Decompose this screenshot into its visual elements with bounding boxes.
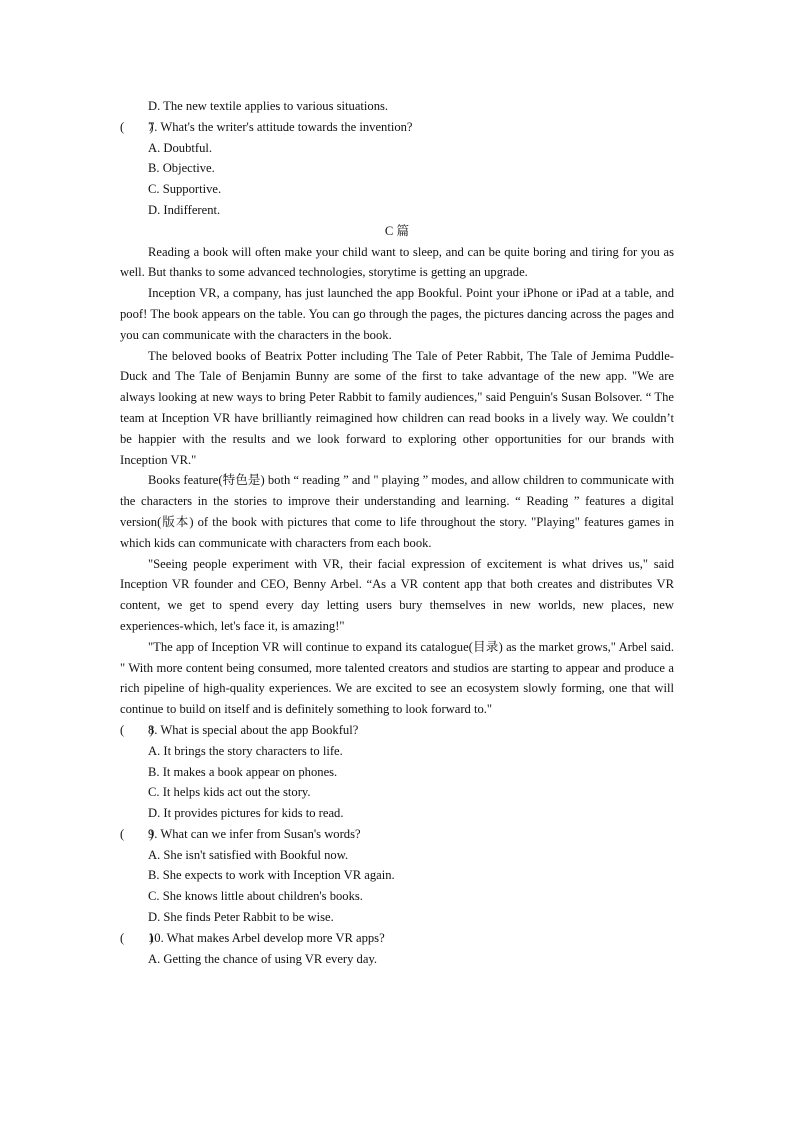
passage-paragraph-5: "Seeing people experiment with VR, their facial expression of excitement is what drives us," said Inception VR founder and CEO, Benny Arbel. “As a VR content app that both creates and distributes VR content, we get to spend every day letting users bury themselves in new worlds, new places, new experiences-which, let's face it, is amazing!" (120, 556, 674, 633)
q7-option-d: D. Indifferent. (148, 202, 221, 217)
q9-option-d: D. She finds Peter Rabbit to be wise. (148, 910, 334, 925)
question-stem: 10. What makes Arbel develop more VR apps? (148, 930, 385, 945)
q8-option-c: C. It helps kids act out the story. (148, 785, 311, 800)
passage-paragraph-1: Reading a book will often make your child want to sleep, and can be quite boring and tiring for you as well. But thanks to some advanced technologies, storytime is getting an upgrade. (120, 244, 674, 280)
question-stem: 8. What is special about the app Bookful? (148, 722, 359, 737)
q8-option-a: A. It brings the story characters to life. (148, 743, 343, 758)
question-stem: 7. What's the writer's attitude towards the invention? (148, 119, 413, 134)
q6-option-d: D. The new textile applies to various situations. (148, 99, 389, 113)
section-title: C 篇 (384, 223, 410, 238)
q9-option-a: A. She isn't satisfied with Bookful now. (148, 847, 349, 862)
question-7 (120, 117, 674, 138)
page-content (120, 96, 674, 969)
question-9 (120, 824, 674, 845)
question-stem: 9. What can we infer from Susan's words? (148, 826, 361, 841)
q7-option-b: B. Objective. (148, 161, 215, 176)
q8-option-b: B. It makes a book appear on phones. (148, 764, 338, 779)
answer-blank: ( ) (120, 722, 154, 737)
q9-option-c: C. She knows little about children's books. (148, 889, 363, 904)
q9-option-b: B. She expects to work with Inception VR again. (148, 868, 395, 883)
q7-option-c: C. Supportive. (148, 182, 222, 197)
answer-blank: ( ) (120, 826, 154, 841)
q7-option-a: A. Doubtful. (148, 140, 213, 155)
passage-paragraph-3: The beloved books of Beatrix Potter including The Tale of Peter Rabbit, The Tale of Jemima Puddle-Duck and The Tale of Benjamin Bunny are some of the first to take advantage of the new app. "We are always looking at new ways to bring Peter Rabbit to family audiences," said Penguin's Susan Bolsover. “ The team at Inception VR have brilliantly reimagined how children can read books in a lively way. We couldn’t be happier with the results and we look forward to exploring other opportunities for our brands with Inception VR." (120, 348, 674, 467)
q8-option-d: D. It provides pictures for kids to read. (148, 806, 344, 821)
answer-blank: ( ) (120, 119, 154, 134)
question-8 (120, 720, 674, 741)
passage-paragraph-2: Inception VR, a company, has just launched the app Bookful. Point your iPhone or iPad at a table, and poof! The book appears on the table. You can go through the pages, the pictures dancing across the pages and you can communicate with the characters in the book. (120, 286, 674, 342)
question-10 (120, 928, 674, 949)
passage-paragraph-6: "The app of Inception VR will continue to expand its catalogue(目录) as the market grows," Arbel said. " With more content being consumed, more talented creators and studios are starting to appear and produce a rich pipeline of high-quality experiences. We are excited to see an ecosystem slowly forming, one that will continue to build on itself and is definitely something to look forward to." (120, 639, 674, 717)
answer-blank: ( ) (120, 930, 154, 945)
q10-option-a: A. Getting the chance of using VR every day. (148, 951, 378, 966)
passage-paragraph-4: Books feature(特色是) both “ reading ” and " playing ” modes, and allow children to communicate with the characters in the stories to improve their understanding and learning. “ Reading ” features a digital version(版本) of the book with pictures that come to life throughout the story. "Playing" features games in which kids can communicate with characters from each book. (120, 473, 674, 550)
